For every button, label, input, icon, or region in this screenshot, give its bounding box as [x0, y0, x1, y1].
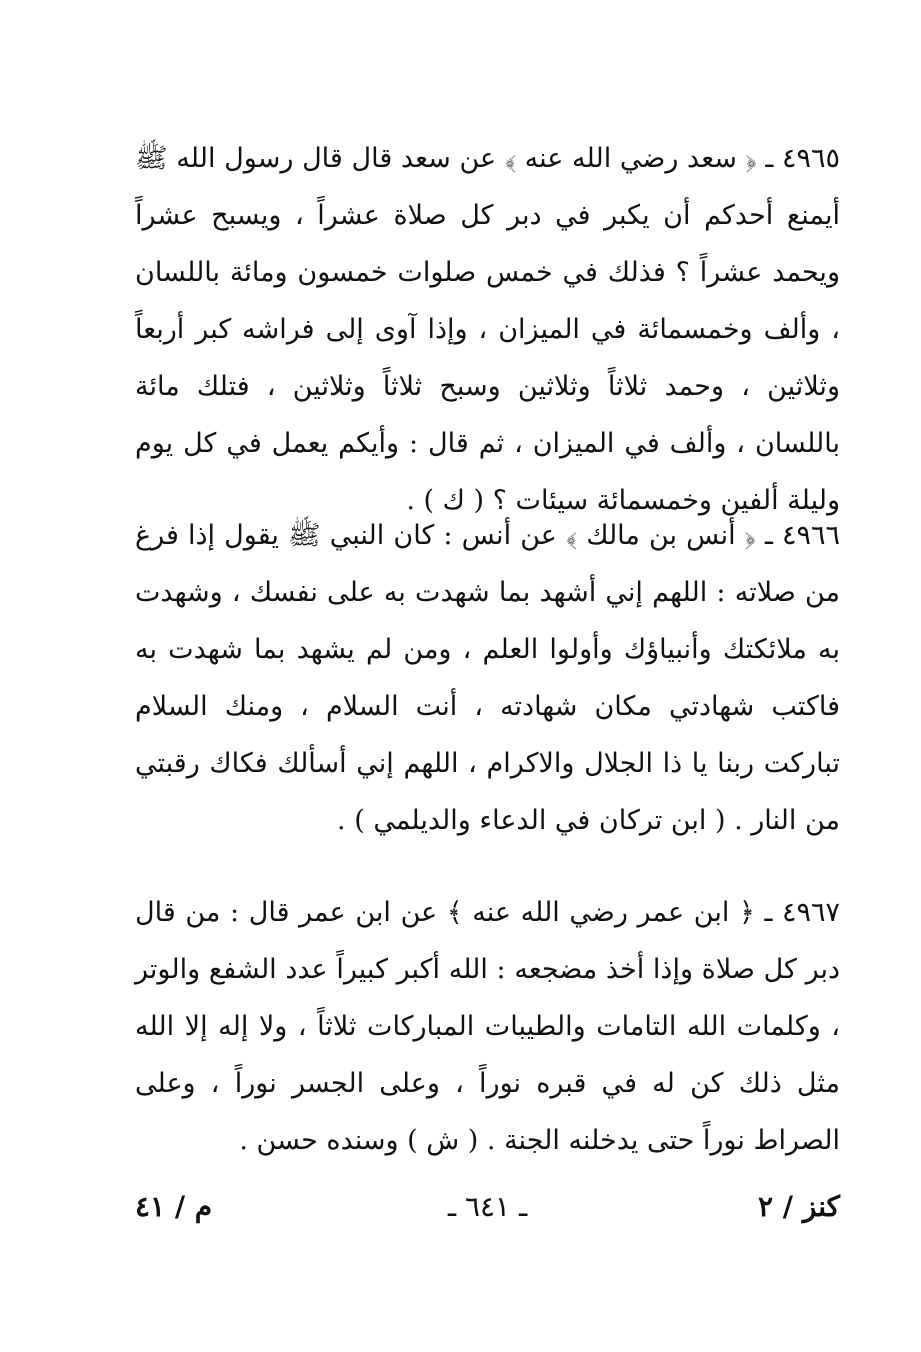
- hadith-number: ٤٩٦٥ ـ: [765, 143, 840, 174]
- page-footer: [135, 1190, 840, 1240]
- hadith-paragraph-4965: [135, 130, 840, 529]
- hadith-text: ﴿ ابن عمر رضي الله عنه ﴾ عن ابن عمر قال : من قال دبر كل صلاة وإذا أخذ مضجعه : الله أكبر كبيراً عدد الشفع والوتر ، وكلمات الله التامات والطيبات المباركات ثلاثاً ، ولا إله إلا الله مثل ذلك كن له في قبره نوراً ، وعلى الجسر نوراً ، وعلى الصراط نوراً حتى يدخلنه الجنة . ( ش ) وسنده حسن .: [135, 897, 840, 1156]
- signature-mark: م / ٤١: [135, 1190, 213, 1223]
- hadith-text: ﴿ سعد رضي الله عنه ﴾ عن سعد قال قال رسول الله ﷺ أيمنع أحدكم أن يكبر في دبر كل صلاة عشراً ، ويسبح عشراً ويحمد عشراً ؟ فذلك في خمس صلوات خمسون ومائة باللسان ، وألف وخمسمائة في الميزان ، وإذا آوى إلى فراشه كبر أربعاً وثلاثين ، وحمد ثلاثاً وثلاثين وسبح ثلاثاً وثلاثين ، فتلك مائة باللسان ، وألف في الميزان ، ثم قال : وأيكم يعمل في كل يوم وليلة ألفين وخمسمائة سيئات ؟ ( ك ) .: [135, 143, 840, 516]
- hadith-paragraph-4967: [135, 884, 840, 1169]
- hadith-text: ﴿ أنس بن مالك ﴾ عن أنس : كان النبي ﷺ يقول إذا فرغ من صلاته : اللهم إني أشهد بما شهدت به على نفسك ، وشهدت به ملائكتك وأنبياؤك وأولوا العلم ، ومن لم يشهد بما شهدت به فاكتب شهادتي مكان شهادته ، أنت السلام ، ومنك السلام تباركت ربنا يا ذا الجلال والاكرام ، اللهم إني أسألك فكاك رقبتي من النار . ( ابن تركان في الدعاء والديلمي ) .: [135, 520, 840, 836]
- page-number: ـ ٦٤١ ـ: [447, 1190, 528, 1223]
- volume-label: كنز / ٢: [758, 1190, 840, 1223]
- hadith-number: ٤٩٦٧ ـ: [764, 897, 840, 928]
- hadith-number: ٤٩٦٦ ـ: [764, 520, 840, 551]
- hadith-paragraph-4966: [135, 507, 840, 849]
